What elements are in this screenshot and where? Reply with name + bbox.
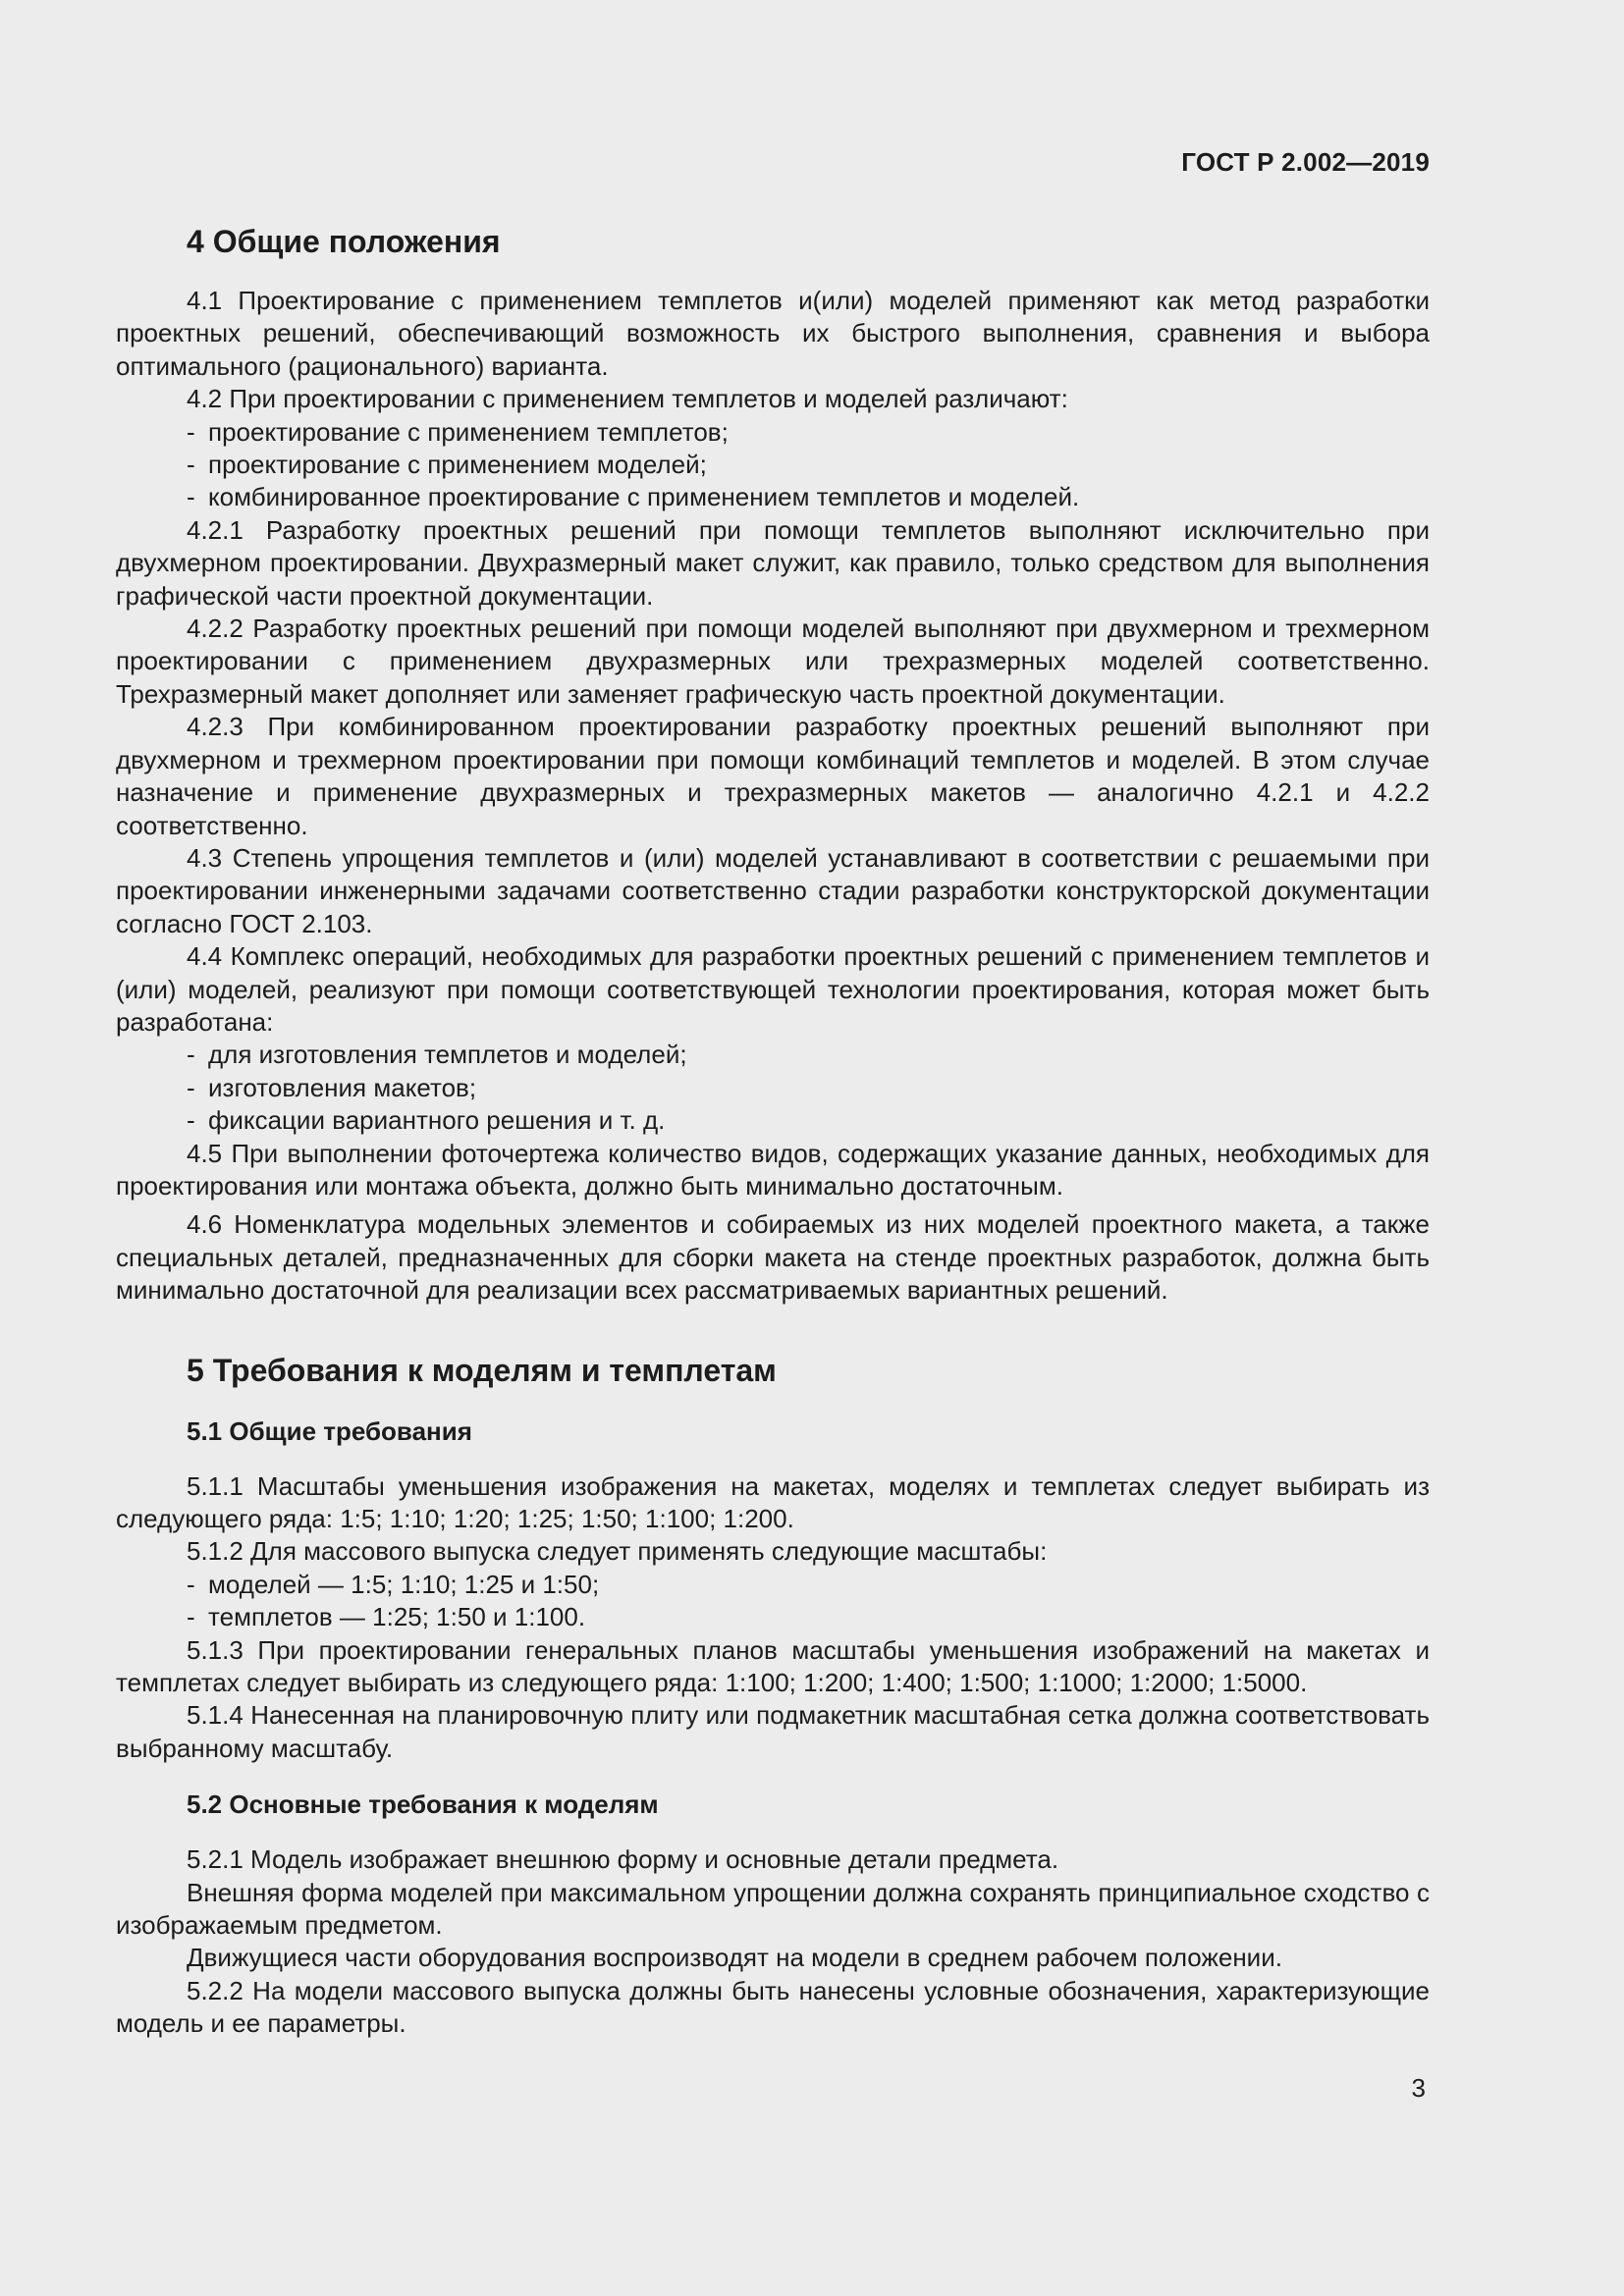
list-item: - моделей — 1:5; 1:10; 1:25 и 1:50; xyxy=(187,1569,600,1599)
paragraph-4-3: 4.3 Степень упрощения темплетов и (или) моделей устанавливают в соответствии с решаемыми при проектировании инженерными задачами соответственно стадии разработки конструкторской документации согласно ГОСТ 2.103. xyxy=(116,842,1430,938)
list-item: - комбинированное проектирование с применением темплетов и моделей. xyxy=(187,482,1080,512)
paragraph-5-2-1-form: Внешняя форма моделей при максимальном упрощении должна сохранять принципиальное сходство с изображаемым предметом. xyxy=(116,1877,1430,1941)
paragraph-5-2-1: 5.2.1 Модель изображает внешнюю форму и основные детали предмета. xyxy=(187,1844,1059,1875)
list-item: - проектирование с применением темплетов; xyxy=(187,416,729,447)
paragraph-5-2-2: 5.2.2 На модели массового выпуска должны быть нанесены условные обозначения, характеризующие модель и ее параметры. xyxy=(116,1975,1430,2039)
paragraph-4-6: 4.6 Номенклатура модельных элементов и собираемых из них моделей проектного макета, а также специальных деталей, предназначенных для сборки макета на стенде проектных разработок, должна быть минимально достаточной для реализации всех рассматриваемых вариантных решений. xyxy=(116,1209,1430,1306)
paragraph-5-2-1-moving-parts: Движущиеся части оборудования воспроизводят на модели в среднем рабочем положении. xyxy=(187,1943,1282,1973)
paragraph-5-1-1: 5.1.1 Масштабы уменьшения изображения на макетах, моделях и темплетах следует выбирать из следующего ряда: 1:5; 1:10; 1:20; 1:25; 1:50; 1:100; 1:200. xyxy=(116,1470,1430,1533)
paragraph-4-2-1: 4.2.1 Разработку проектных решений при помощи темплетов выполняют исключительно при двухмерном проектировании. Двухразмерный макет служит, как правило, только средством для выполнения графической части проектной документации. xyxy=(116,514,1430,611)
paragraph-4-5: 4.5 При выполнении фоточертежа количество видов, содержащих указание данных, необходимых для проектирования или монтажа объекта, должно быть минимально достаточным. xyxy=(116,1138,1430,1201)
section-5-title: 5 Требования к моделям и темплетам xyxy=(187,1352,777,1388)
list-item: - фиксации вариантного решения и т. д. xyxy=(187,1105,666,1136)
list-item: - темплетов — 1:25; 1:50 и 1:100. xyxy=(187,1602,586,1632)
paragraph-4-2-3: 4.2.3 При комбинированном проектировании разработку проектных решений выполняют при двухмерном и трехмерном проектировании при помощи комбинаций темплетов и моделей. В этом случае назначение и применение двухразмерных и трехразмерных макетов — аналогично 4.2.1 и 4.2.2 соответственно. xyxy=(116,712,1430,840)
list-item: - проектирование с применением моделей; xyxy=(187,450,707,480)
paragraph-4-2-2: 4.2.2 Разработку проектных решений при помощи моделей выполняют при двухмерном и трехмерном проектировании с применением двухразмерных или трехразмерных моделей соответственно. Трехразмерный макет дополняет или заменяет графическую часть проектной документации. xyxy=(116,614,1430,709)
paragraph-5-1-2: 5.1.2 Для массового выпуска следует применять следующие масштабы: xyxy=(187,1536,1048,1567)
list-item: - для изготовления темплетов и моделей; xyxy=(187,1040,687,1070)
page-number: 3 xyxy=(1411,2073,1426,2103)
list-item: - изготовления макетов; xyxy=(187,1072,477,1102)
paragraph-4-1: 4.1 Проектирование с применением темплетов и(или) моделей применяют как метод разработки проектных решений, обеспечивающий возможность их быстрого выполнения, сравнения и выбора оптимального (рационального) варианта. xyxy=(116,286,1430,381)
paragraph-5-1-3: 5.1.3 При проектировании генеральных планов масштабы уменьшения изображений на макетах и темплетах следует выбирать из следующего ряда: 1:100; 1:200; 1:400; 1:500; 1:1000; 1:2000; 1:5000. xyxy=(116,1634,1430,1698)
page-content xyxy=(116,222,1430,2041)
subsection-5-2-title: 5.2 Основные требования к моделям xyxy=(187,1789,659,1820)
paragraph-4-2: 4.2 При проектировании с применением темплетов и моделей различают: xyxy=(187,384,1068,414)
document-code-header: ГОСТ Р 2.002—2019 xyxy=(1181,147,1430,177)
subsection-5-1-title: 5.1 Общие требования xyxy=(187,1415,472,1446)
paragraph-4-4: 4.4 Комплекс операций, необходимых для разработки проектных решений с применением темплетов и (или) моделей, реализуют при помощи соответствующей технологии проектирования, которая может быть разработана: xyxy=(116,941,1430,1037)
paragraph-5-1-4: 5.1.4 Нанесенная на планировочную плиту или подмакетник масштабная сетка должна соответствовать выбранному масштабу. xyxy=(116,1700,1430,1763)
section-4-title: 4 Общие положения xyxy=(187,224,501,259)
